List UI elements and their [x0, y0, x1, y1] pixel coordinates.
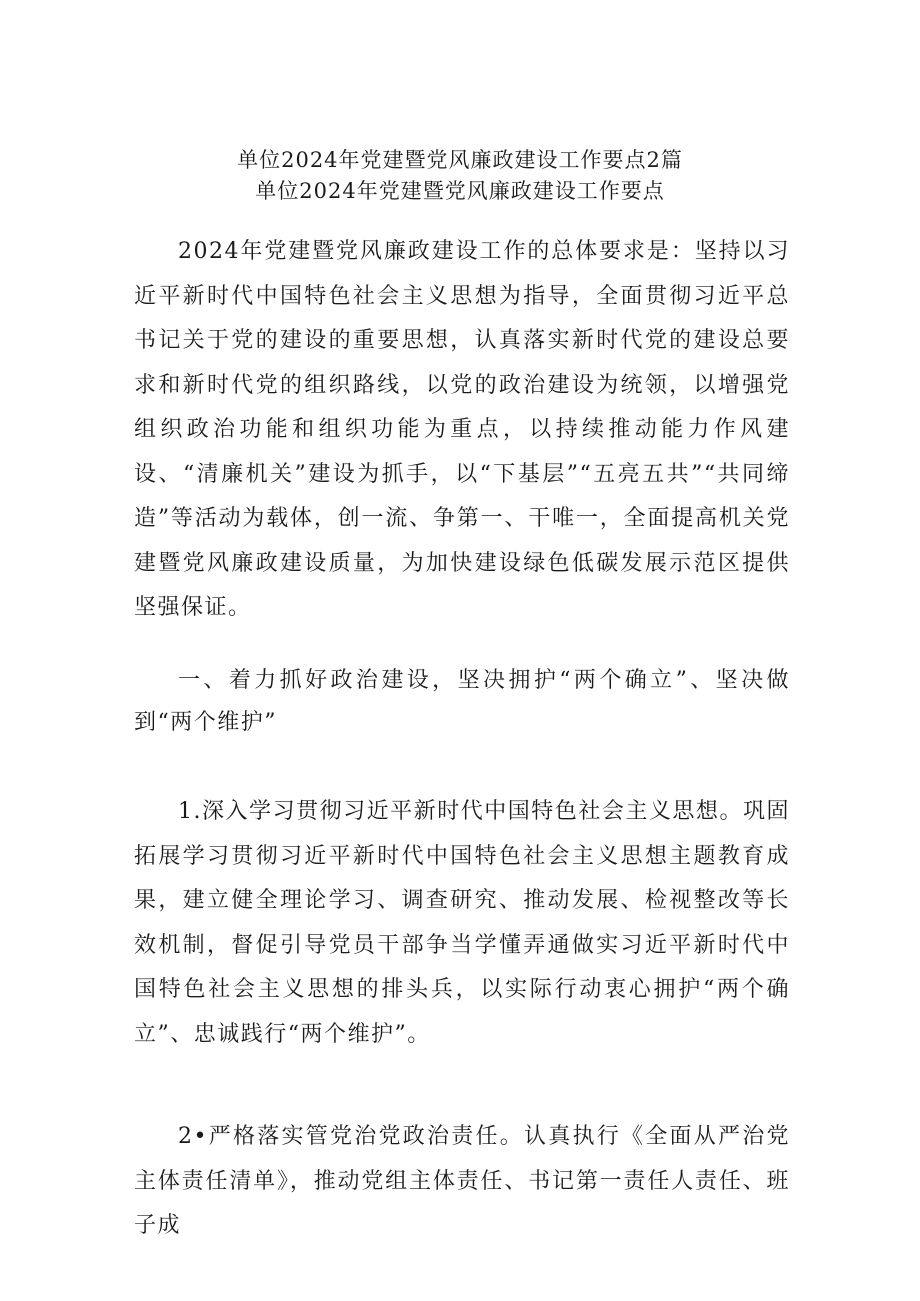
item-1-paragraph: 1.深入学习贯彻习近平新时代中国特色社会主义思想。巩固拓展学习贯彻习近平新时代中国特色社会主义思想主题教育成果，建立健全理论学习、调查研究、推动发展、检视整改等长效机制，督促引导党员干部争当学懂弄通做实习近平新时代中国特色社会主义思想的排头兵，以实际行动衷心拥护“两个确立”、忠诚践行“两个维护”。 [134, 799, 790, 1047]
intro-paragraph: 2024年党建暨党风廉政建设工作的总体要求是：坚持以习近平新时代中国特色社会主义思想为指导，全面贯彻习近平总书记关于党的建设的重要思想，认真落实新时代党的建设总要求和新时代党的组织路线，以党的政治建设为统领，以增强党组织政治功能和组织功能为重点，以持续推动能力作风建设、“清廉机关”建设为抓手，以“下基层”“五亮五共”“共同缔造”等活动为载体，创一流、争第一、干唯一，全面提高机关党建暨党风廉政建设质量，为加快建设绿色低碳发展示范区提供坚强保证。 [134, 239, 790, 620]
document-title [0, 145, 920, 207]
item-2-paragraph: 2•严格落实管党治党政治责任。认真执行《全面从严治党主体责任清单》，推动党组主体责任、书记第一责任人责任、班子成 [134, 1124, 790, 1238]
section-1-heading: 一、着力抓好政治建设，坚决拥护“两个确立”、坚决做到“两个维护” [134, 668, 790, 735]
title-line-1: 单位2024年党建暨党风廉政建设工作要点2篇 [237, 148, 683, 172]
title-line-2: 单位2024年党建暨党风廉政建设工作要点 [255, 179, 665, 203]
